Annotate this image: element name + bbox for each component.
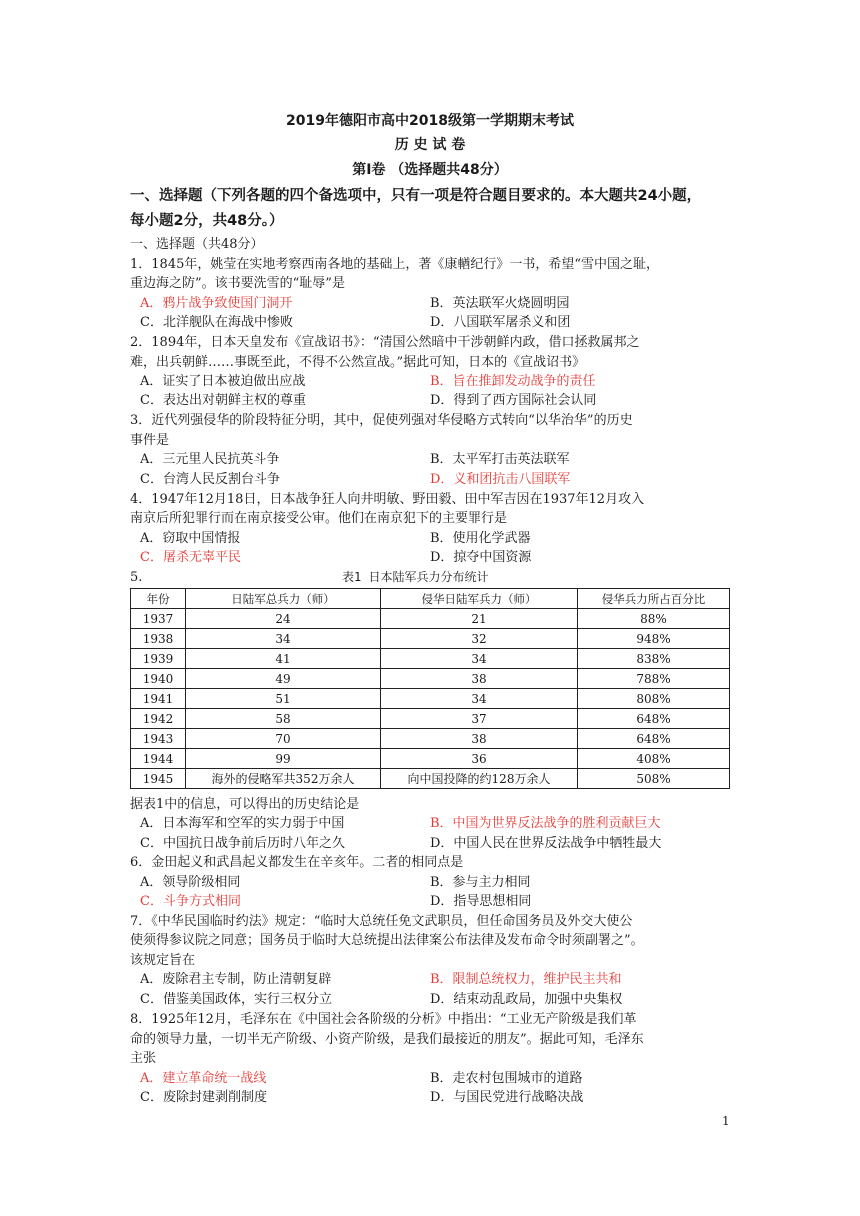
table-row	[131, 689, 730, 709]
table-cell: 向中国投降的约128万余人	[381, 769, 578, 789]
q8-option-d: D．与国民党进行战略决战	[430, 1090, 584, 1105]
table-cell: 32	[381, 629, 578, 649]
q5-option-b: B．中国为世界反法战争的胜利贡献巨大	[430, 816, 661, 831]
table-cell: 1937	[131, 609, 186, 629]
q7-option-c: C．借鉴美国政体，实行三权分立	[140, 992, 332, 1007]
q2-stem-line2: 难，出兵朝鲜……事既至此，不得不公然宣战。”据此可知，日本的《宣战诏书》	[130, 355, 586, 370]
table-cell: 38	[381, 669, 578, 689]
table-header-cell: 年份	[131, 589, 186, 609]
table-cell: 1938	[131, 629, 186, 649]
table-cell: 38	[381, 729, 578, 749]
table-cell: 41	[186, 649, 381, 669]
q8-stem-line3: 主张	[130, 1051, 157, 1066]
table-row	[131, 609, 730, 629]
table-cell: 99	[186, 749, 381, 769]
table-cell: 58	[186, 709, 381, 729]
table-cell: 1945	[131, 769, 186, 789]
q8-option-a: A．建立革命统一战线	[140, 1071, 267, 1086]
q3-option-a: A．三元里人民抗英斗争	[140, 452, 280, 467]
q3-stem-line1: 3．近代列强侵华的阶段特征分明，其中，促使列强对华侵略方式转向“以华治华”的历史	[130, 413, 633, 428]
q6-option-b: B．参与主力相同	[430, 875, 531, 890]
table-cell: 37	[381, 709, 578, 729]
table-cell: 88%	[578, 609, 730, 629]
table-cell: 1942	[131, 709, 186, 729]
q1-option-d: D．八国联军屠杀义和团	[430, 315, 571, 330]
table-cell: 1941	[131, 689, 186, 709]
q1-stem-line2: 重边海之防”。该书要洗雪的“耻辱”是	[130, 276, 345, 291]
q3-stem-line2: 事件是	[130, 433, 170, 448]
troop-distribution-table	[130, 588, 730, 789]
section-subheading: 一、选择题（共48分）	[130, 237, 264, 252]
q7-stem-line1: 7．《中华民国临时约法》规定：“临时大总统任免文武职员，但任命国务员及外交大使公	[130, 914, 633, 929]
table-cell: 948%	[578, 629, 730, 649]
q3-option-b: B．太平军打击英法联军	[430, 452, 570, 467]
q4-stem-line1: 4．1947年12月18日，日本战争狂人向井明敏、野田毅、田中军吉因在1937年12月攻入	[130, 492, 645, 507]
q8-stem-line1: 8．1925年12月，毛泽东在《中国社会各阶级的分析》中指出：“工业无产阶级是我们革	[130, 1012, 637, 1027]
q2-option-c: C．表达出对朝鲜主权的尊重	[140, 393, 306, 408]
table-cell: 1939	[131, 649, 186, 669]
subject-title: 历 史 试 卷	[394, 137, 466, 153]
q7-stem-line3: 该规定旨在	[130, 953, 196, 968]
page-number: 1	[722, 1114, 730, 1128]
table-cell: 36	[381, 749, 578, 769]
q7-stem-line2: 使须得参议院之同意；国务员于临时大总统提出法律案公布法律及发布命令时须副署之”。	[130, 933, 644, 948]
q7-option-a: A．废除君主专制，防止清朝复辟	[140, 972, 332, 987]
table-row	[131, 629, 730, 649]
q7-option-b: B．限制总统权力，维护民主共和	[430, 972, 622, 987]
q8-option-b: B．走农村包围城市的道路	[430, 1071, 583, 1086]
table-cell: 34	[186, 629, 381, 649]
table-row	[131, 709, 730, 729]
q2-option-d: D．得到了西方国际社会认同	[430, 393, 597, 408]
q6-option-c: C．斗争方式相同	[140, 894, 241, 909]
q6-option-d: D．指导思想相同	[430, 894, 532, 909]
table-cell: 1940	[131, 669, 186, 689]
table-cell: 1943	[131, 729, 186, 749]
q1-option-b: B．英法联军火烧圆明园	[430, 296, 570, 311]
table-cell: 49	[186, 669, 381, 689]
q7-option-d: D．结束动乱政局，加强中央集权	[430, 992, 623, 1007]
q6-stem-line1: 6．金田起义和武昌起义都发生在辛亥年。二者的相同点是	[130, 855, 464, 870]
q1-option-c: C．北洋舰队在海战中惨败	[140, 315, 293, 330]
q5-option-d: D．中国人民在世界反法战争中牺牲最大	[430, 836, 662, 851]
table-cell: 24	[186, 609, 381, 629]
q5-number: 5.	[130, 570, 143, 585]
q4-option-c: C．屠杀无辜平民	[140, 550, 241, 565]
q1-option-a: A．鸦片战争致使国门洞开	[140, 296, 293, 311]
table-cell: 70	[186, 729, 381, 749]
table-cell: 808%	[578, 689, 730, 709]
q4-option-b: B．使用化学武器	[430, 531, 531, 546]
table-cell: 838%	[578, 649, 730, 669]
q3-option-d: D．义和团抗击八国联军	[430, 472, 571, 487]
table-cell: 1944	[131, 749, 186, 769]
q5-option-a: A．日本海军和空军的实力弱于中国	[140, 816, 345, 831]
table-cell: 海外的侵略军共352万余人	[186, 769, 381, 789]
q4-stem-line2: 南京后所犯罪行而在南京接受公审。他们在南京犯下的主要罪行是	[130, 511, 508, 526]
table-row	[131, 729, 730, 749]
q8-option-c: C．废除封建剥削制度	[140, 1090, 267, 1105]
section-heading-line2: 每小题2分，共48分。）	[130, 213, 284, 229]
volume-title: 第Ⅰ卷 （选择题共48分）	[352, 162, 508, 178]
table-cell: 408%	[578, 749, 730, 769]
table-header-cell: 侵华日陆军兵力（师）	[381, 589, 578, 609]
table-cell: 34	[381, 649, 578, 669]
table-cell: 788%	[578, 669, 730, 689]
q1-stem-line1: 1．1845年，姚莹在实地考察西南各地的基础上，著《康輶纪行》一书，希望“雪中国之耻，	[130, 257, 660, 272]
table-header-cell: 日陆军总兵力（师）	[186, 589, 381, 609]
table-row	[131, 669, 730, 689]
exam-title: 2019年德阳市高中2018级第一学期期末考试	[286, 113, 574, 129]
table-cell: 648%	[578, 709, 730, 729]
q2-option-b: B．旨在推卸发动战争的责任	[430, 374, 596, 389]
section-heading-line1: 一、选择题（下列各题的四个备选项中，只有一项是符合题目要求的。本大题共24小题，	[130, 188, 702, 204]
q5-option-c: C．中国抗日战争前后历时八年之久	[140, 836, 345, 851]
q6-option-a: A．领导阶级相同	[140, 875, 241, 890]
table-cell: 508%	[578, 769, 730, 789]
q2-stem-line1: 2．1894年，日本天皇发布《宣战诏书》：“清国公然暗中干涉朝鲜内政，借口拯救属邦之	[130, 335, 640, 350]
q4-option-a: A．窃取中国情报	[140, 531, 241, 546]
table-header-row	[131, 589, 730, 609]
table-row	[131, 749, 730, 769]
table-cell: 648%	[578, 729, 730, 749]
table-cell: 51	[186, 689, 381, 709]
table-row	[131, 769, 730, 789]
q2-option-a: A．证实了日本被迫做出应战	[140, 374, 306, 389]
table-cell: 34	[381, 689, 578, 709]
q8-stem-line2: 命的领导力量，一切半无产阶级、小资产阶级，是我们最接近的朋友”。据此可知，毛泽东	[130, 1032, 644, 1047]
table-header-cell: 侵华兵力所占百分比	[578, 589, 730, 609]
q5-stem: 据表1中的信息，可以得出的历史结论是	[130, 797, 360, 812]
q4-option-d: D．掠夺中国资源	[430, 550, 532, 565]
q5-table-title: 表1 日本陆军兵力分布统计	[342, 570, 489, 584]
table-cell: 21	[381, 609, 578, 629]
q3-option-c: C．台湾人民反割台斗争	[140, 472, 280, 487]
table-row	[131, 649, 730, 669]
